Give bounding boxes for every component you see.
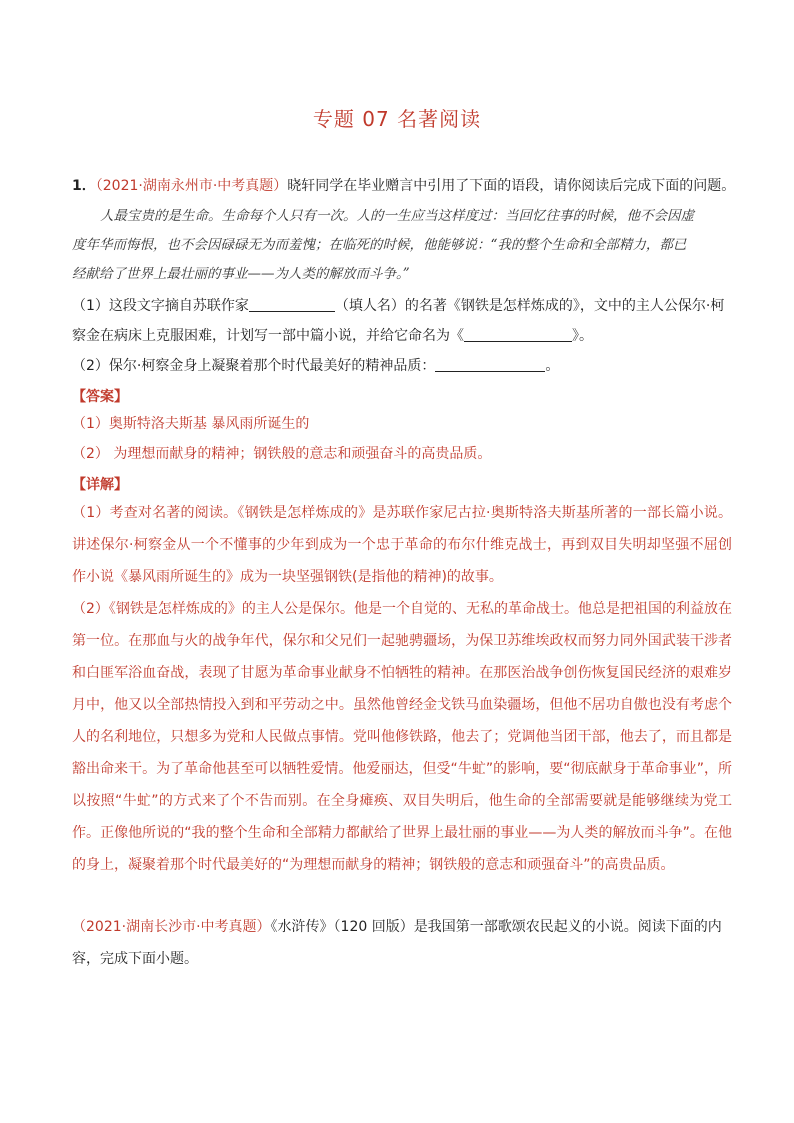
author-blank bbox=[249, 297, 335, 312]
question-source: （2021·湖南永州市·中考真题） bbox=[95, 178, 288, 194]
quote-line-2: 度年华而悔恨，也不会因碌碌无为而羞愧；在临死的时候，他能够说：“我的整个生命和全部精力，都已 bbox=[72, 237, 687, 253]
quote-line-1: 人最宝贵的是生命。生命每个人只有一次。人的一生应当这样度过：当回忆往事的时候，他不会因虚 bbox=[100, 208, 694, 224]
subquestion-1-line-1 bbox=[72, 291, 732, 321]
question-2-stem bbox=[72, 911, 732, 975]
document-body bbox=[72, 174, 736, 975]
subquestion-1-text-d: 》。 bbox=[572, 328, 593, 344]
subquestion-2-text-a: （2）保尔·柯察金身上凝聚着那个时代最美好的精神品质： bbox=[72, 358, 436, 374]
question-1-stem bbox=[72, 174, 736, 198]
explanation-paragraph-1: （1）考查对名著的阅读。《钢铁是怎样炼成的》是苏联作家尼古拉·奥斯特洛夫斯基所著的一部长篇小说。讲述保尔·柯察金从一个不懂事的少年到成为一个忠于革命的布尔什维克战士，再到双目失明却坚强不屈创作小说《暴风雨所诞生的》成为一块坚强钢铁(是指他的精神)的故事。 bbox=[72, 505, 732, 585]
quote-line-3: 经献给了世界上最壮丽的事业——为人类的解放而斗争。” bbox=[72, 266, 410, 282]
subquestion-2 bbox=[72, 351, 732, 381]
answer-2: （2） 为理想而献身的精神；钢铁般的意志和顽强奋斗的高贵品质。 bbox=[72, 446, 492, 462]
page-title: 专题 07 名著阅读 bbox=[312, 107, 482, 131]
question-2-stem-text: 《水浒传》（120 回版）是我国第一部歌颂农民起义的小说。阅读下面的内容，完成下面小题。 bbox=[72, 919, 722, 967]
quality-blank bbox=[435, 357, 545, 372]
subquestion-1-line-2 bbox=[72, 321, 732, 351]
subquestion-1-text-c: 察金在病床上克服困难，计划写一部中篇小说，并给它命名为《 bbox=[72, 328, 464, 344]
subquestion-1-text-b: （填人名）的名著《钢铁是怎样炼成的》，文中的主人公保尔·柯 bbox=[334, 298, 725, 314]
novel-title-blank bbox=[464, 327, 572, 342]
subquestion-1-text-a: （1）这段文字摘自苏联作家 bbox=[72, 298, 249, 314]
explanation-heading: 【详解】 bbox=[72, 477, 128, 493]
explanation-paragraph-2: （2）《钢铁是怎样炼成的》的主人公是保尔。他是一个自觉的、无私的革命战士。他总是把祖国的利益放在第一位。在那血与火的战争年代，保尔和父兄们一起驰骋疆场，为保卫苏维埃政权而努力同外国武装干涉者和白匪军浴血奋战，表现了甘愿为革命事业献身不怕牺牲的精神。在那医治战争创伤恢复国民经济的艰难岁月中，他又以全部热情投入到和平劳动之中。虽然他曾经金戈铁马血染疆场，但他不居功自傲也没有考虑个人的名利地位，只想多为党和人民做点事情。党叫他修铁路，他去了；党调他当团干部，他去了，而且都是豁出命来干。为了革命他甚至可以牺牲爱情。他爱丽达，但受“牛虻”的影响，要“彻底献身于革命事业”，所以按照“牛虻”的方式来了个不告而别。在全身瘫痪、双目失明后，他生命的全部需要就是能够继续为党工作。正像他所说的“我的整个生命和全部精力都献给了世界上最壮丽的事业——为人类的解放而斗争”。在他的身上，凝聚着那个时代最美好的“为理想而献身的精神；钢铁般的意志和顽强奋斗”的高贵品质。 bbox=[72, 601, 732, 873]
answer-heading: 【答案】 bbox=[72, 389, 128, 405]
question-number: 1． bbox=[72, 178, 96, 194]
subquestion-2-text-b: 。 bbox=[545, 358, 560, 374]
question-stem-text: 晓轩同学在毕业赠言中引用了下面的语段，请你阅读后完成下面的问题。 bbox=[287, 178, 736, 194]
question-2-source: （2021·湖南长沙市·中考真题） bbox=[72, 919, 271, 935]
answer-1: （1）奥斯特洛夫斯基 暴风雨所诞生的 bbox=[72, 416, 310, 432]
